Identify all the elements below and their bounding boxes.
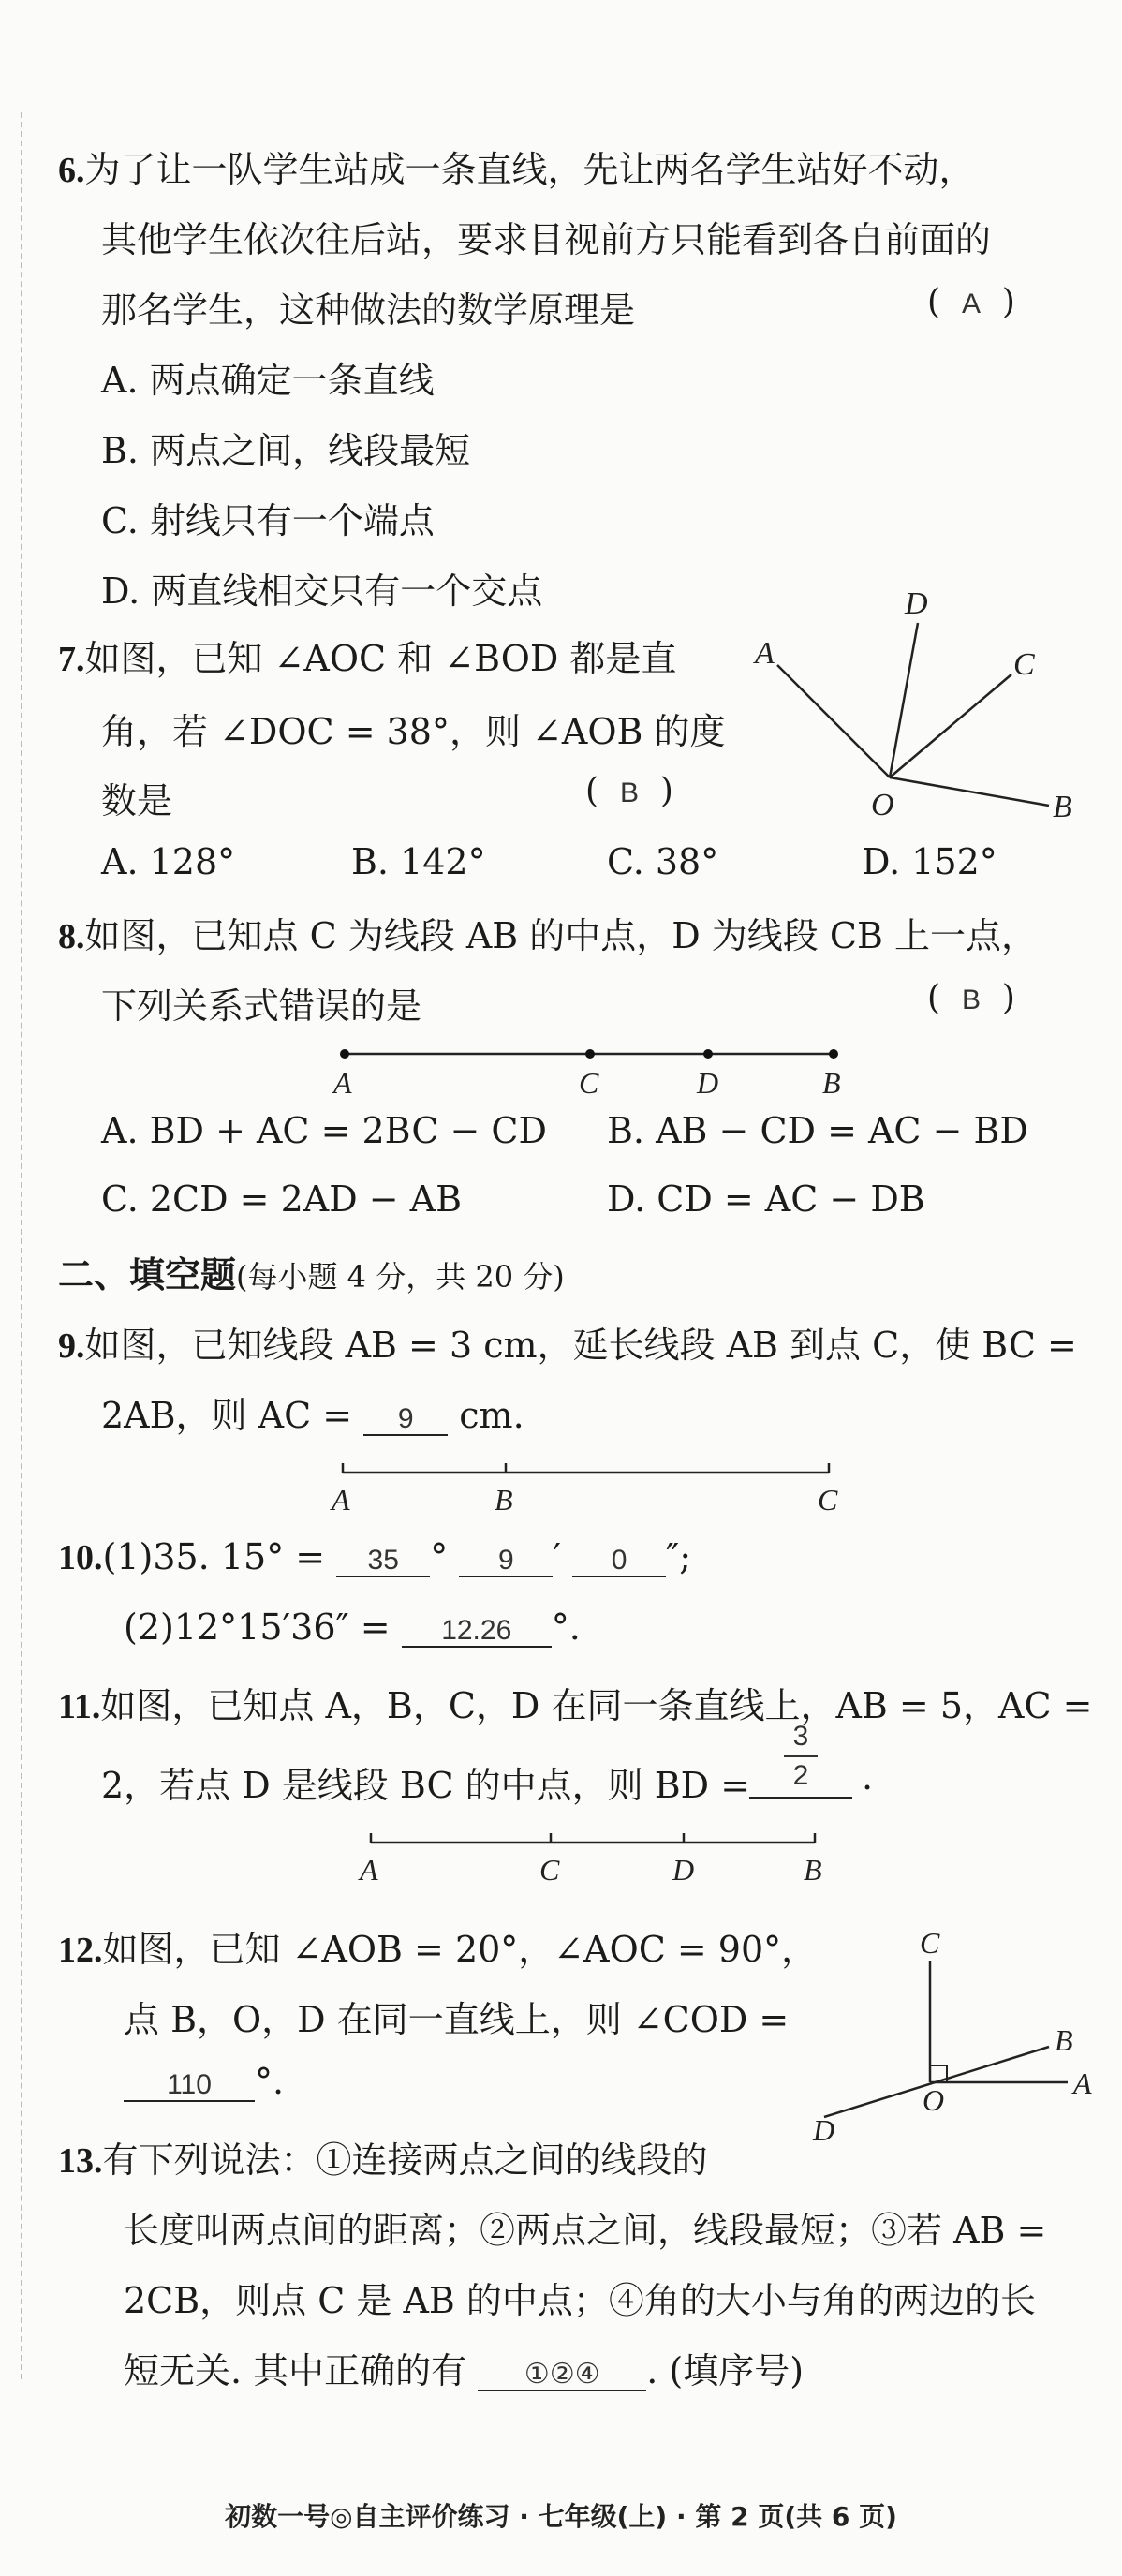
question-11-end: . (862, 1756, 874, 1798)
label-o: O (923, 2083, 945, 2117)
question-11-line-1 (58, 1677, 1092, 1728)
ray-oc (890, 674, 1011, 777)
answer-choice: B (961, 985, 981, 1015)
option-a: A. BD + AC = 2BC − CD (101, 1110, 547, 1151)
question-text: 如图，已知 ∠AOB = 20°，∠AOC = 90°， (102, 1929, 818, 1970)
ray-oa (777, 665, 890, 777)
label-a: A (332, 1483, 350, 1517)
point-c (585, 1049, 595, 1059)
question-text: 为了让一队学生站成一条直线，先让两名学生站好不动， (84, 149, 975, 190)
ray-od (890, 623, 918, 777)
label-c: C (920, 1926, 940, 1960)
label-c: C (579, 1066, 599, 1100)
second-symbol: ″; (666, 1536, 692, 1577)
section-title: 二、填空题 (58, 1253, 237, 1295)
answer-choice: B (619, 777, 639, 808)
answer-underline (749, 1797, 852, 1799)
section-heading (58, 1246, 565, 1297)
answer-choice: A (961, 289, 981, 319)
question-text: 有下列说法：①连接两点之间的线段的 (102, 2139, 708, 2181)
option-b: B. AB − CD = AC − BD (607, 1110, 1028, 1151)
question-10-part-1 (58, 1536, 691, 1578)
question-11-line-2 (101, 1756, 750, 1808)
question-text: 如图，已知点 C 为线段 AB 的中点，D 为线段 CB 上一点， (84, 915, 1037, 956)
angle-figure-q12 (805, 1925, 1105, 2150)
question-10-part-2 (124, 1606, 581, 1648)
point-a (340, 1049, 349, 1059)
label-b: B (1055, 2023, 1073, 2057)
point-b (829, 1049, 838, 1059)
question-8-line-2: 下列关系式错误的是 (101, 985, 422, 1027)
label-a: A (333, 1066, 352, 1100)
segment-figure-q9 (318, 1452, 843, 1527)
answer-bracket: ( B ) (585, 772, 673, 810)
label-b: B (495, 1483, 513, 1517)
question-text: 如图，已知线段 AB = 3 cm，延长线段 AB 到点 C，使 BC = (84, 1325, 1077, 1366)
answer-blank-degrees: 35 (336, 1545, 430, 1577)
answer-fraction (749, 1720, 852, 1799)
option-a: A. 128° (101, 841, 236, 882)
answer-blank: 110 (124, 2069, 255, 2102)
label-a: A (1073, 2066, 1092, 2100)
question-13-line-2: 长度叫两点间的距离；②两点之间，线段最短；③若 AB = (124, 2210, 1047, 2251)
binding-margin-line (21, 112, 23, 2379)
answer-blank: 12.26 (402, 1615, 552, 1648)
option-c: C. 2CD = 2AD − AB (101, 1178, 463, 1220)
label-c: C (818, 1483, 838, 1517)
question-number: 11. (58, 1687, 101, 1726)
label-d: D (813, 2113, 835, 2147)
question-9-line-1 (58, 1316, 1077, 1368)
question-13-line-4 (124, 2342, 804, 2393)
question-6-line-1 (58, 141, 975, 192)
point-d (703, 1049, 713, 1059)
question-number: 13. (58, 2141, 103, 2181)
segment-figure-q8 (318, 1035, 843, 1110)
question-12-line-1 (58, 1920, 817, 1972)
question-text: (1)35. 15° = (102, 1536, 326, 1577)
option-b: B. 142° (351, 841, 486, 882)
page-footer: 初数一号◎自主评价练习 · 七年级(上) · 第 2 页(共 6 页) (225, 2501, 897, 2532)
segment-figure-q11 (347, 1822, 834, 1892)
fraction-bar (784, 1755, 818, 1757)
question-7-line-3: 数是 (101, 780, 173, 822)
answer-blank: ①②④ (478, 2359, 646, 2391)
label-b: B (1053, 790, 1072, 824)
answer-bracket: ( B ) (927, 979, 1015, 1017)
option-b: B. 两点之间，线段最短 (101, 430, 471, 471)
question-text: 如图，已知点 A，B，C，D 在同一条直线上，AB = 5，AC = (100, 1685, 1093, 1726)
label-a: A (755, 636, 775, 671)
question-13-line-1 (58, 2131, 708, 2183)
label-b: B (822, 1066, 841, 1100)
question-13-line-3: 2CB，则点 C 是 AB 的中点；④角的大小与角的两边的长 (124, 2280, 1036, 2321)
question-text: 如图，已知 ∠AOC 和 ∠BOD 都是直 (84, 638, 677, 679)
angle-figure-q7 (740, 581, 1086, 834)
answer-blank-minutes: 9 (459, 1545, 553, 1577)
question-text: (2)12°15′36″ = (124, 1606, 391, 1648)
question-text: 2AB，则 AC = (101, 1395, 353, 1436)
fraction-denominator: 2 (792, 1760, 809, 1791)
option-a: A. 两点确定一条直线 (101, 360, 435, 401)
question-6-line-2: 其他学生依次往后站，要求目视前方只能看到各自前面的 (101, 219, 992, 260)
label-b: B (804, 1853, 822, 1887)
question-number: 9. (58, 1326, 85, 1366)
label-d: D (672, 1853, 695, 1887)
label-c: C (539, 1853, 560, 1887)
question-9-line-2 (101, 1386, 524, 1438)
option-d: D. 两直线相交只有一个交点 (101, 570, 543, 612)
section-note: (每小题 4 分，共 20 分) (236, 1259, 565, 1295)
question-number: 6. (58, 151, 85, 190)
option-c: C. 38° (607, 841, 719, 882)
question-12-line-2: 点 B，O，D 在同一直线上，则 ∠COD = (124, 1999, 790, 2040)
question-text: 2，若点 D 是线段 BC 的中点，则 BD = (101, 1765, 751, 1806)
label-c: C (1013, 647, 1035, 682)
question-text: cm. (459, 1395, 524, 1436)
question-12-line-3 (124, 2061, 284, 2102)
answer-bracket: ( A ) (927, 283, 1015, 321)
ray-ob (890, 777, 1049, 806)
degree-symbol: ° (430, 1536, 449, 1577)
option-c: C. 射线只有一个端点 (101, 500, 435, 541)
question-7-line-1 (58, 629, 676, 681)
question-number: 8. (58, 917, 85, 956)
answer-blank-seconds: 0 (572, 1545, 666, 1577)
question-6-line-3: 那名学生，这种做法的数学原理是 (101, 289, 636, 331)
label-d: D (905, 586, 928, 621)
question-8-line-1 (58, 907, 1037, 958)
option-d: D. 152° (862, 841, 997, 882)
label-d: D (697, 1066, 719, 1100)
question-number: 12. (58, 1931, 103, 1970)
answer-blank: 9 (363, 1403, 448, 1436)
question-number: 7. (58, 640, 85, 679)
question-text: . (填序号) (646, 2350, 805, 2391)
question-text: °. (255, 2061, 285, 2102)
label-o: O (871, 788, 894, 822)
fraction-numerator: 3 (792, 1721, 809, 1752)
question-text: 短无关. 其中正确的有 (124, 2350, 467, 2391)
label-a: A (360, 1853, 378, 1887)
question-number: 10. (58, 1538, 103, 1577)
option-d: D. CD = AC − DB (607, 1178, 925, 1220)
question-7-line-2: 角，若 ∠DOC = 38°，则 ∠AOB 的度 (101, 711, 726, 752)
minute-symbol: ′ (553, 1536, 561, 1577)
question-text: °. (551, 1606, 581, 1648)
